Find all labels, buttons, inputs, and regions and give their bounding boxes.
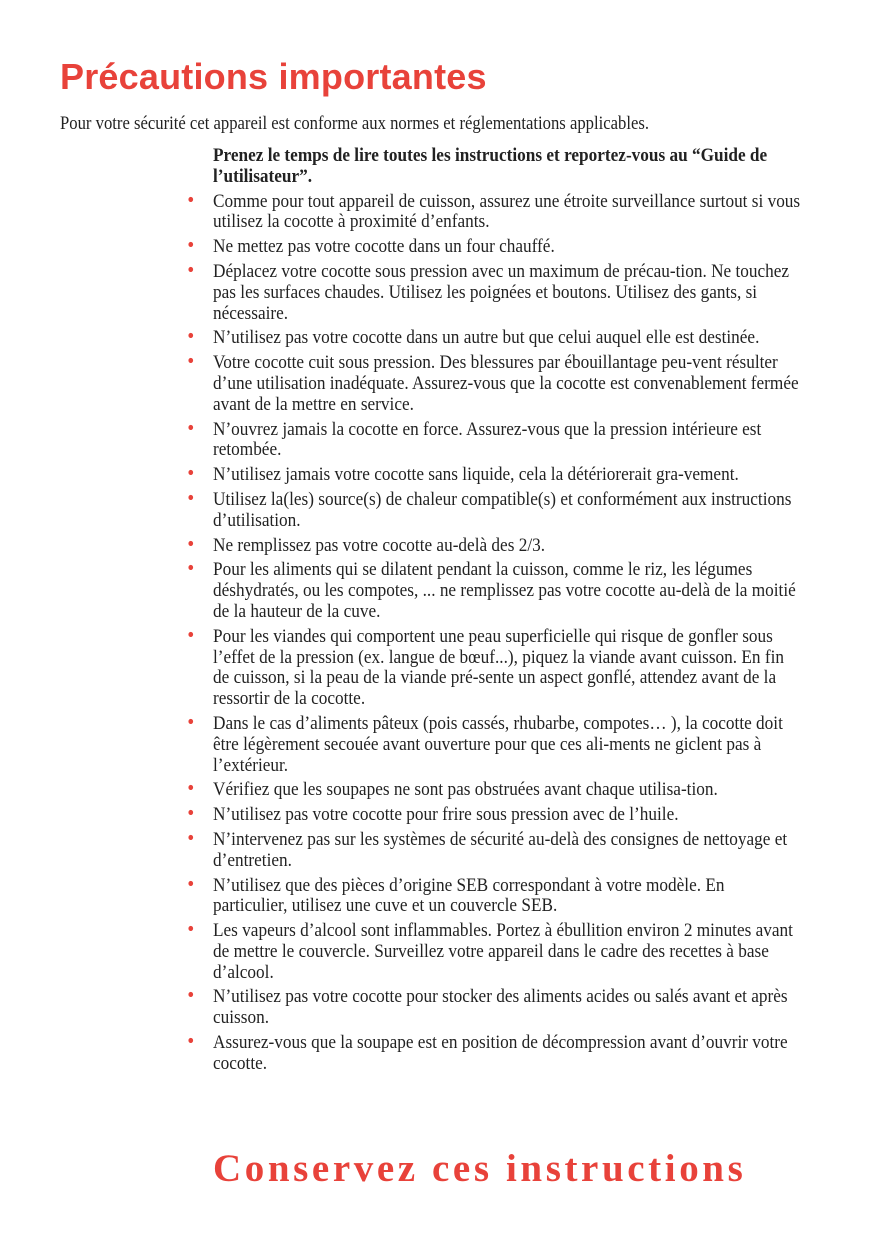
bullet-icon: • [186, 351, 196, 373]
bullet-icon: • [186, 711, 196, 733]
list-item-text: N’utilisez pas votre cocotte pour frire sous pression avec de l’huile. [213, 804, 679, 826]
bullet-icon: • [186, 326, 196, 348]
list-item-text: Déplacez votre cocotte sous pression avec un maximum de précau-tion. Ne touchez pas les surfaces chaudes. Utilisez les poignées et boutons. Utilisez des gants, si nécessaire. [213, 260, 790, 324]
list-item-text: N’utilisez jamais votre cocotte sans liquide, cela la détériorerait gra-vement. [213, 464, 739, 486]
list-item [186, 533, 801, 557]
list-item [186, 235, 801, 258]
list-item-text: N’utilisez pas votre cocotte pour stocker des aliments acides ou salés avant et après cuisson. [213, 986, 788, 1029]
list-item-text: Comme pour tout appareil de cuisson, assurez une étroite surveillance surtout si vous utilisez la cocotte à proximité d’enfants. [213, 190, 801, 233]
list-item [186, 624, 801, 710]
list-item [186, 189, 801, 234]
bullet-icon: • [186, 463, 196, 485]
bullet-icon: • [186, 533, 196, 555]
list-item [186, 558, 801, 622]
bullet-icon: • [186, 235, 196, 257]
list-item [186, 463, 801, 486]
list-item [186, 985, 801, 1029]
list-item [186, 711, 801, 776]
list-item [186, 827, 801, 872]
bullet-icon: • [186, 259, 196, 281]
list-item [186, 1031, 801, 1075]
bullet-icon: • [186, 985, 196, 1007]
list-item-text: Pour les viandes qui comportent une peau superficielle qui risque de gonfler sous l’effet de la pression (ex. langue de bœuf...), piquez la viande avant cuisson. En fin de cuisson, si la peau de la viande pré-sente un aspect gonflé, attendez avant de la ressortir de la cocotte. [213, 625, 784, 710]
list-item-text: N’ouvrez jamais la cocotte en force. Assurez-vous que la pression intérieure est retombée. [213, 418, 762, 461]
list-item-text: Ne remplissez pas votre cocotte au-delà des 2/3. [213, 534, 546, 556]
list-item-text: Votre cocotte cuit sous pression. Des blessures par ébouillantage peu-vent résulter d’une utilisation inadéquate. Assurez-vous que la cocotte est convenablement fermée avant de la mettre en service. [213, 352, 799, 415]
list-item-text: N’utilisez pas votre cocotte dans un autre but que celui auquel elle est destinée. [213, 327, 760, 349]
list-item [186, 417, 801, 462]
bullet-icon: • [186, 919, 196, 941]
list-item-text: Pour les aliments qui se dilatent pendant la cuisson, comme le riz, les légumes déshydratés, ou les compotes, ... ne remplissez pas votre cocotte au-delà de la moitié de la hauteur de la cuve. [213, 559, 796, 622]
bullet-icon: • [186, 778, 196, 800]
list-item [186, 873, 801, 918]
list-item-text: Utilisez la(les) source(s) de chaleur compatible(s) et conformément aux instructions d’utilisation. [213, 488, 792, 531]
bullet-icon: • [186, 558, 196, 580]
closing-heading: Conservez ces instructions [213, 1147, 747, 1190]
precautions-section [186, 145, 868, 1079]
list-item [186, 919, 801, 983]
precautions-list [186, 189, 801, 1075]
list-item-text: N’utilisez que des pièces d’origine SEB correspondant à votre modèle. En particulier, utilisez une cuve et un couvercle SEB. [213, 874, 725, 917]
list-item [186, 803, 801, 826]
lead-instruction: Prenez le temps de lire toutes les instructions et reportez-vous au “Guide de l’utilisateur”. [213, 145, 768, 187]
list-item-text: Vérifiez que les soupapes ne sont pas obstruées avant chaque utilisa-tion. [213, 779, 718, 801]
bullet-icon: • [186, 189, 196, 211]
bullet-icon: • [186, 803, 196, 825]
intro-text: Pour votre sécurité cet appareil est conforme aux normes et réglementations applicables. [60, 114, 650, 134]
list-item-text: N’intervenez pas sur les systèmes de sécurité au-delà des consignes de nettoyage et d’entretien. [213, 828, 788, 871]
bullet-icon: • [186, 487, 196, 509]
list-item [186, 778, 801, 801]
list-item-text: Ne mettez pas votre cocotte dans un four chauffé. [213, 236, 555, 258]
list-item-text: Les vapeurs d’alcool sont inflammables. Portez à ébullition environ 2 minutes avant de mettre le couvercle. Surveillez votre appareil dans le cadre des recettes à base d’alcool. [213, 920, 793, 983]
list-item-text: Assurez-vous que la soupape est en position de décompression avant d’ouvrir votre cocotte. [213, 1032, 788, 1074]
list-item [186, 259, 801, 324]
bullet-icon: • [186, 827, 196, 849]
list-item-text: Dans le cas d’aliments pâteux (pois cassés, rhubarbe, compotes… ), la cocotte doit être légèrement secouée avant ouverture pour que ces ali-ments ne giclent pas à l’extérieur. [213, 712, 783, 776]
bullet-icon: • [186, 624, 196, 646]
bullet-icon: • [186, 873, 196, 895]
page-title: Précautions importantes [60, 56, 487, 97]
list-item [186, 487, 801, 532]
list-item [186, 351, 801, 415]
list-item [186, 326, 801, 349]
bullet-icon: • [186, 417, 196, 439]
bullet-icon: • [186, 1031, 196, 1053]
